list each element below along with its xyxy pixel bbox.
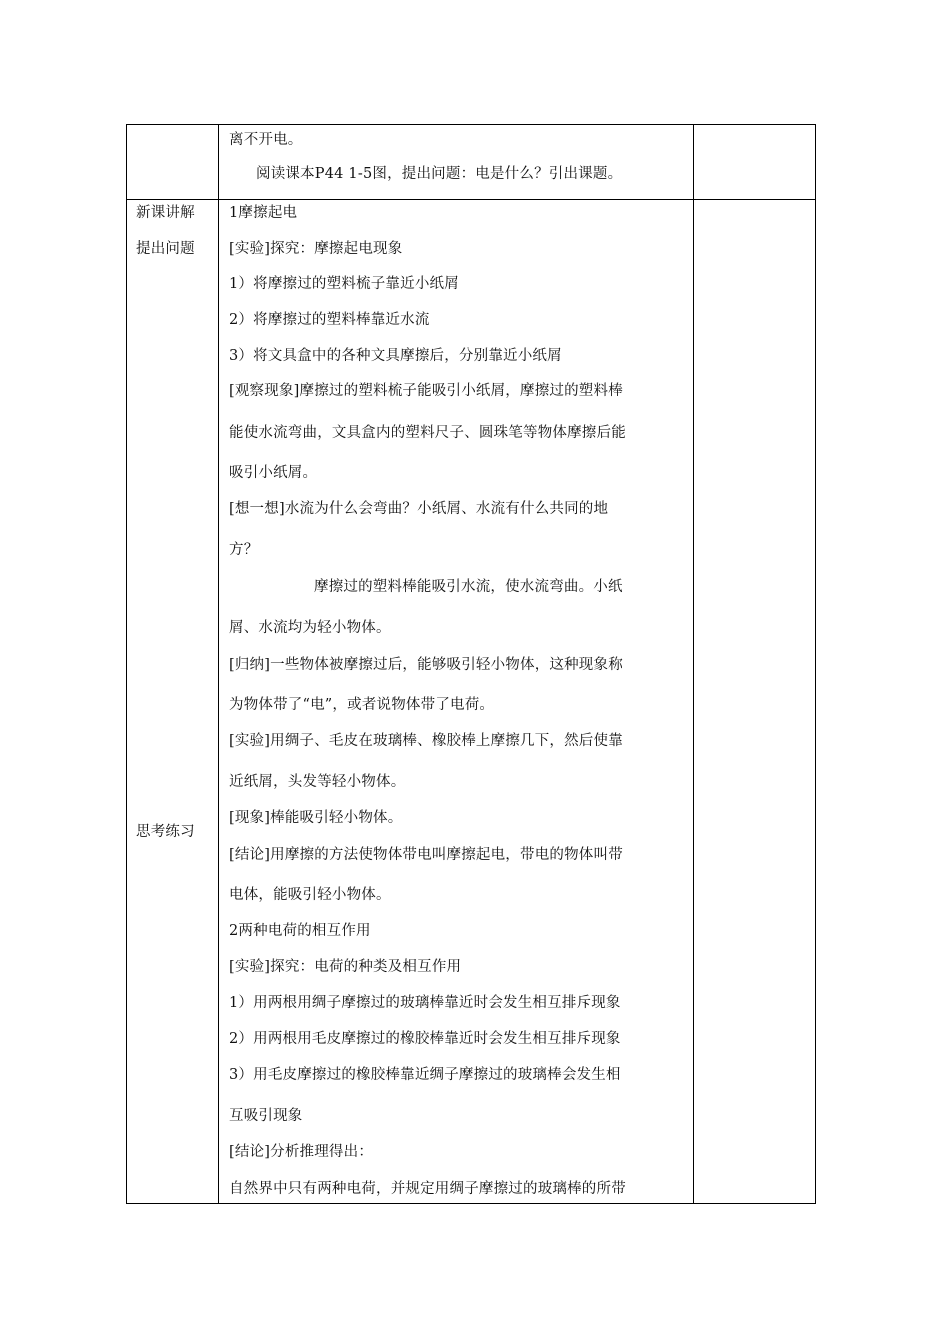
- top-line-2: 阅读课本P44 1-5图，提出问题：电是什么？引出课题。: [256, 166, 623, 182]
- content-line: [实验]探究：摩擦起电现象: [229, 241, 403, 257]
- label-new-lesson: 新课讲解: [136, 205, 195, 221]
- content-line: 吸引小纸屑。: [229, 465, 318, 481]
- content-line: [实验]探究：电荷的种类及相互作用: [229, 959, 462, 975]
- content-line: 1）用两根用绸子摩擦过的玻璃棒靠近时会发生相互排斥现象: [229, 995, 621, 1011]
- label-raise-question: 提出问题: [136, 241, 195, 257]
- top-line-1: 离不开电。: [229, 132, 303, 148]
- column-divider-right: [693, 125, 694, 1203]
- content-line: [归纳]一些物体被摩擦过后，能够吸引轻小物体，这种现象称: [229, 657, 623, 673]
- content-line: 2两种电荷的相互作用: [229, 923, 371, 939]
- content-line: 1）将摩擦过的塑料梳子靠近小纸屑: [229, 276, 459, 292]
- content-line: 互吸引现象: [229, 1108, 303, 1124]
- content-line: [现象]棒能吸引轻小物体。: [229, 810, 403, 826]
- label-think-practice: 思考练习: [136, 824, 195, 840]
- row-divider: [127, 199, 815, 200]
- content-line: 2）将摩擦过的塑料棒靠近水流: [229, 312, 430, 328]
- content-line: [结论]用摩擦的方法使物体带电叫摩擦起电，带电的物体叫带: [229, 847, 623, 863]
- content-line: [结论]分析推理得出：: [229, 1144, 374, 1160]
- content-line: 1摩擦起电: [229, 205, 298, 221]
- content-line: [观察现象]摩擦过的塑料梳子能吸引小纸屑，摩擦过的塑料棒: [229, 383, 623, 399]
- content-line: 摩擦过的塑料棒能吸引水流，使水流弯曲。小纸: [314, 579, 623, 595]
- content-line: 3）用毛皮摩擦过的橡胶棒靠近绸子摩擦过的玻璃棒会发生相: [229, 1067, 621, 1083]
- content-line: [实验]用绸子、毛皮在玻璃棒、橡胶棒上摩擦几下，然后使靠: [229, 733, 623, 749]
- content-line: 近纸屑，头发等轻小物体。: [229, 774, 406, 790]
- content-line: 方？: [229, 542, 259, 558]
- content-line: [想一想]水流为什么会弯曲？小纸屑、水流有什么共同的地: [229, 501, 609, 517]
- content-line: 2）用两根用毛皮摩擦过的橡胶棒靠近时会发生相互排斥现象: [229, 1031, 621, 1047]
- content-line: 自然界中只有两种电荷，并规定用绸子摩擦过的玻璃棒的所带: [229, 1181, 626, 1197]
- content-line: 能使水流弯曲，文具盒内的塑料尺子、圆珠笔等物体摩擦后能: [229, 425, 626, 441]
- column-divider-left: [218, 125, 219, 1203]
- content-line: 为物体带了“电”，或者说物体带了电荷。: [229, 697, 495, 713]
- content-line: 电体，能吸引轻小物体。: [229, 887, 391, 903]
- content-line: 3）将文具盒中的各种文具摩擦后，分别靠近小纸屑: [229, 348, 562, 364]
- content-line: 屑、水流均为轻小物体。: [229, 620, 391, 636]
